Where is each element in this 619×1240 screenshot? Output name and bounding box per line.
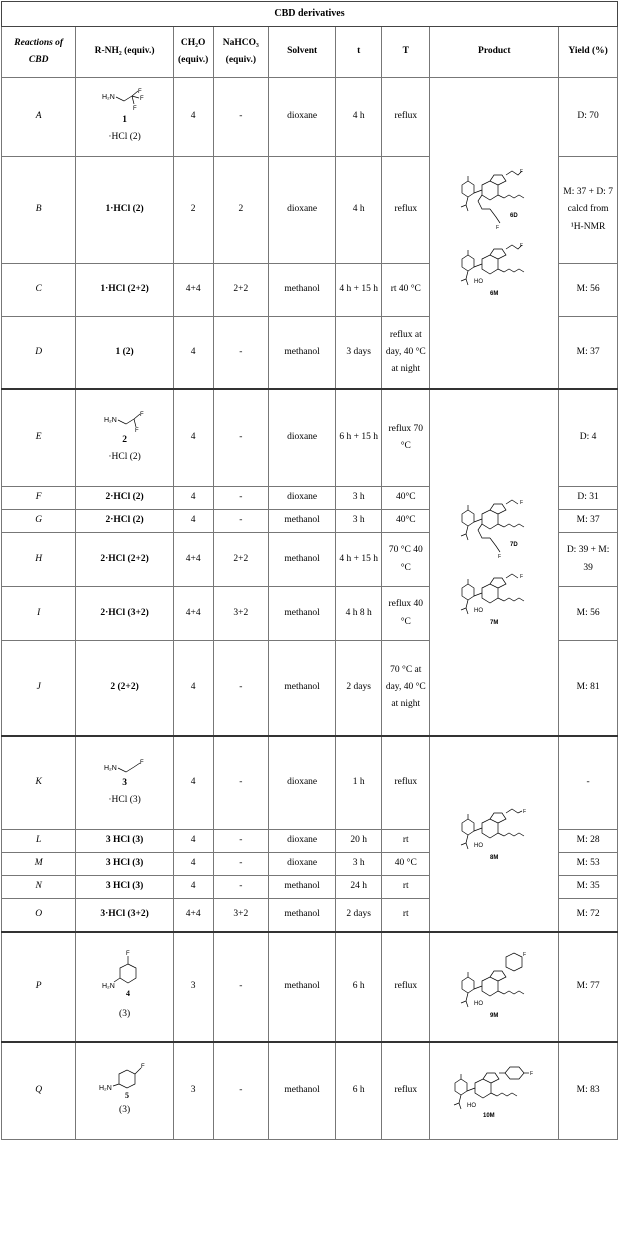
amine-number: 5 xyxy=(124,1091,129,1101)
svg-text:HO: HO xyxy=(474,608,484,614)
ch2o-value: 4 xyxy=(173,853,213,876)
time-value: 3 h xyxy=(336,487,382,510)
time-value: 24 h xyxy=(336,876,382,899)
ch2o-value: 4+4 xyxy=(173,587,213,641)
product-label: 8M xyxy=(490,854,499,861)
svg-text:F: F xyxy=(520,500,524,506)
ch2o-value: 4+4 xyxy=(173,533,213,587)
time-value: 6 h + 15 h xyxy=(336,389,382,487)
table-row xyxy=(2,389,618,487)
difluoroethylamine-structure xyxy=(102,410,148,432)
svg-text:HO: HO xyxy=(474,1000,484,1007)
product-cell-8 xyxy=(430,736,559,932)
table-row xyxy=(2,1042,618,1140)
yield-value: M: 72 xyxy=(559,899,618,932)
amine-value: 1 (2) xyxy=(76,317,173,389)
yield-value: D: 4 xyxy=(559,389,618,487)
reaction-id: L xyxy=(2,830,76,853)
nahco3-value: - xyxy=(213,487,269,510)
yield-value: - xyxy=(559,736,618,830)
svg-text:HO: HO xyxy=(467,1102,477,1109)
amine-value: 3 HCl (3) xyxy=(76,830,173,853)
solvent-value: methanol xyxy=(269,932,336,1042)
svg-text:F: F xyxy=(140,1064,145,1071)
solvent-value: methanol xyxy=(269,510,336,533)
col-header-nahco3: NaHCO₃ (equiv.) xyxy=(213,27,269,78)
svg-text:F: F xyxy=(132,105,137,112)
table-row xyxy=(2,932,618,1042)
ch2o-value: 4 xyxy=(173,830,213,853)
time-value: 6 h xyxy=(336,932,382,1042)
svg-text:F: F xyxy=(125,950,130,957)
nahco3-value: - xyxy=(213,317,269,389)
time-value: 6 h xyxy=(336,1042,382,1140)
temperature-value: rt xyxy=(382,876,430,899)
time-value: 20 h xyxy=(336,830,382,853)
amine-cell xyxy=(76,736,173,830)
amine-cell xyxy=(76,78,173,157)
solvent-value: dioxane xyxy=(269,830,336,853)
temperature-value: 70 °C 40 °C xyxy=(382,533,430,587)
svg-text:F: F xyxy=(137,88,142,95)
amine-cell xyxy=(76,1042,173,1140)
yield-value: M: 53 xyxy=(559,853,618,876)
time-value: 2 days xyxy=(336,641,382,736)
col-header-ch2o: CH₂O (equiv.) xyxy=(173,27,213,78)
product-cell-9 xyxy=(430,932,559,1042)
nahco3-value: - xyxy=(213,876,269,899)
reaction-id: M xyxy=(2,853,76,876)
temperature-value: 40 °C xyxy=(382,853,430,876)
svg-text:HO: HO xyxy=(474,278,484,285)
amine-salt: (3) xyxy=(119,1008,131,1019)
solvent-value: dioxane xyxy=(269,78,336,157)
amine-value: 3·HCl (3+2) xyxy=(76,899,173,932)
reaction-id: Q xyxy=(2,1042,76,1140)
solvent-value: dioxane xyxy=(269,157,336,264)
reaction-id: G xyxy=(2,510,76,533)
svg-text:F: F xyxy=(139,95,144,102)
ch2o-value: 4 xyxy=(173,876,213,899)
3-fluoroaniline-structure xyxy=(102,950,148,1006)
product-label: 6M xyxy=(490,290,499,297)
amine-number: 4 xyxy=(125,988,130,998)
product-label: 10M xyxy=(483,1112,495,1119)
reaction-id: H xyxy=(2,533,76,587)
svg-text:H₂N: H₂N xyxy=(101,982,115,990)
amine-salt: ·HCl (2) xyxy=(108,451,141,462)
col-header-product: Product xyxy=(430,27,559,78)
temperature-value: rt xyxy=(382,830,430,853)
ch2o-value: 4 xyxy=(173,736,213,830)
ch2o-value: 3 xyxy=(173,1042,213,1140)
solvent-value: methanol xyxy=(269,876,336,899)
svg-text:F: F xyxy=(520,168,524,175)
temperature-value: reflux xyxy=(382,1042,430,1140)
reaction-id: O xyxy=(2,899,76,932)
4-fluoroaniline-structure xyxy=(99,1062,151,1102)
amine-value: 2 (2+2) xyxy=(76,641,173,736)
product-10M-structure xyxy=(439,1061,549,1121)
yield-value: M: 28 xyxy=(559,830,618,853)
ch2o-value: 4 xyxy=(173,641,213,736)
yield-value: M: 83 xyxy=(559,1042,618,1140)
temperature-value: reflux xyxy=(382,157,430,264)
solvent-value: methanol xyxy=(269,587,336,641)
ch2o-value: 4 xyxy=(173,78,213,157)
amine-value: 1·HCl (2+2) xyxy=(76,264,173,317)
svg-text:F: F xyxy=(498,554,502,560)
amine-cell xyxy=(76,389,173,487)
yield-value: M: 56 xyxy=(559,587,618,641)
reaction-id: C xyxy=(2,264,76,317)
amine-salt: ·HCl (3) xyxy=(108,794,141,805)
yield-value: D: 31 xyxy=(559,487,618,510)
reaction-id: P xyxy=(2,932,76,1042)
amine-number: 3 xyxy=(122,777,127,788)
temperature-value: rt xyxy=(382,899,430,932)
yield-value: M: 56 xyxy=(559,264,618,317)
reaction-id: A xyxy=(2,78,76,157)
solvent-value: dioxane xyxy=(269,389,336,487)
product-cell-10 xyxy=(430,1042,559,1140)
nahco3-value: - xyxy=(213,641,269,736)
nahco3-value: - xyxy=(213,1042,269,1140)
time-value: 4 h xyxy=(336,157,382,264)
product-label: 7D xyxy=(510,542,518,548)
temperature-value: 40°C xyxy=(382,510,430,533)
table-row xyxy=(2,736,618,830)
nahco3-value: 3+2 xyxy=(213,587,269,641)
product-7M-structure xyxy=(446,568,542,630)
amine-number: 2 xyxy=(122,434,127,445)
reaction-id: K xyxy=(2,736,76,830)
nahco3-value: 2+2 xyxy=(213,264,269,317)
time-value: 4 h + 15 h xyxy=(336,533,382,587)
temperature-value: reflux xyxy=(382,932,430,1042)
svg-text:F: F xyxy=(523,808,527,815)
temperature-value: rt 40 °C xyxy=(382,264,430,317)
nahco3-value: 2 xyxy=(213,157,269,264)
product-7D-structure xyxy=(446,494,542,566)
amine-number: 1 xyxy=(122,114,127,125)
temperature-value: reflux 40 °C xyxy=(382,587,430,641)
col-header-solvent: Solvent xyxy=(269,27,336,78)
yield-value: D: 39 + M: 39 xyxy=(559,533,618,587)
yield-value: M: 37 xyxy=(559,510,618,533)
product-6M-structure xyxy=(446,239,542,301)
nahco3-value: - xyxy=(213,78,269,157)
temperature-value: reflux at day, 40 °C at night xyxy=(382,317,430,389)
time-value: 3 h xyxy=(336,510,382,533)
reaction-id: B xyxy=(2,157,76,264)
col-header-reactions: Reactions of CBD xyxy=(2,27,76,78)
col-header-amine: R-NH₂ (equiv.) xyxy=(76,27,173,78)
time-value: 4 h xyxy=(336,78,382,157)
table-title: CBD derivatives xyxy=(2,2,618,27)
solvent-value: methanol xyxy=(269,641,336,736)
trifluoroethylamine-structure xyxy=(100,88,150,112)
svg-text:F: F xyxy=(530,1070,534,1077)
yield-value: M: 77 xyxy=(559,932,618,1042)
ch2o-value: 4 xyxy=(173,317,213,389)
temperature-value: reflux xyxy=(382,736,430,830)
product-cell-7 xyxy=(430,389,559,736)
svg-text:H₂N: H₂N xyxy=(103,416,117,424)
time-value: 2 days xyxy=(336,899,382,932)
temperature-value: 40°C xyxy=(382,487,430,510)
amine-salt: ·HCl (2) xyxy=(108,132,141,142)
reaction-id: E xyxy=(2,389,76,487)
amine-salt: (3) xyxy=(119,1105,131,1116)
ch2o-value: 4+4 xyxy=(173,264,213,317)
solvent-value: dioxane xyxy=(269,487,336,510)
solvent-value: dioxane xyxy=(269,736,336,830)
ch2o-value: 2 xyxy=(173,157,213,264)
yield-value: M: 81 xyxy=(559,641,618,736)
reaction-id: F xyxy=(2,487,76,510)
ch2o-value: 4 xyxy=(173,487,213,510)
svg-text:F: F xyxy=(139,759,144,766)
product-cell-6 xyxy=(430,78,559,389)
reaction-id: I xyxy=(2,587,76,641)
yield-value: M: 37 xyxy=(559,317,618,389)
svg-text:H₂N: H₂N xyxy=(98,1085,112,1093)
nahco3-value: - xyxy=(213,853,269,876)
nahco3-value: - xyxy=(213,389,269,487)
svg-text:HO: HO xyxy=(474,842,484,849)
amine-value: 3 HCl (3) xyxy=(76,876,173,899)
svg-text:F: F xyxy=(520,242,524,249)
ch2o-value: 4 xyxy=(173,510,213,533)
amine-cell xyxy=(76,932,173,1042)
reaction-id: J xyxy=(2,641,76,736)
nahco3-value: - xyxy=(213,830,269,853)
product-6D-structure xyxy=(446,165,542,237)
nahco3-value: - xyxy=(213,932,269,1042)
yield-value: M: 37 + D: 7 calcd from ¹H-NMR xyxy=(559,157,618,264)
amine-value: 2·HCl (2) xyxy=(76,510,173,533)
product-label: 7M xyxy=(490,620,499,626)
amine-value: 1·HCl (2) xyxy=(76,157,173,264)
temperature-value: reflux xyxy=(382,78,430,157)
header-row xyxy=(2,27,618,78)
solvent-value: methanol xyxy=(269,1042,336,1140)
amine-value: 2·HCl (3+2) xyxy=(76,587,173,641)
cbd-derivatives-table xyxy=(1,1,618,1140)
product-8M-structure xyxy=(446,803,542,865)
reaction-id: D xyxy=(2,317,76,389)
nahco3-value: 3+2 xyxy=(213,899,269,932)
product-label: 9M xyxy=(490,1012,499,1019)
time-value: 1 h xyxy=(336,736,382,830)
nahco3-value: 2+2 xyxy=(213,533,269,587)
ch2o-value: 3 xyxy=(173,932,213,1042)
temperature-value: 70 °C at day, 40 °C at night xyxy=(382,641,430,736)
nahco3-value: - xyxy=(213,736,269,830)
svg-text:F: F xyxy=(139,411,144,418)
time-value: 4 h + 15 h xyxy=(336,264,382,317)
col-header-time: t xyxy=(336,27,382,78)
solvent-value: methanol xyxy=(269,317,336,389)
amine-value: 2·HCl (2+2) xyxy=(76,533,173,587)
svg-text:F: F xyxy=(523,951,527,958)
fluoroethylamine-structure xyxy=(102,757,148,775)
col-header-temperature: T xyxy=(382,27,430,78)
solvent-value: methanol xyxy=(269,264,336,317)
solvent-value: methanol xyxy=(269,533,336,587)
amine-value: 3 HCl (3) xyxy=(76,853,173,876)
time-value: 4 h 8 h xyxy=(336,587,382,641)
ch2o-value: 4+4 xyxy=(173,899,213,932)
table-row xyxy=(2,78,618,157)
product-label: 6D xyxy=(510,212,518,219)
temperature-value: reflux 70 °C xyxy=(382,389,430,487)
svg-text:H₂N: H₂N xyxy=(101,93,115,101)
nahco3-value: - xyxy=(213,510,269,533)
product-9M-structure xyxy=(446,951,542,1023)
svg-text:F: F xyxy=(520,574,524,580)
reaction-id: N xyxy=(2,876,76,899)
svg-text:F: F xyxy=(134,427,139,432)
solvent-value: dioxane xyxy=(269,853,336,876)
time-value: 3 days xyxy=(336,317,382,389)
svg-text:F: F xyxy=(496,224,500,231)
yield-value: D: 70 xyxy=(559,78,618,157)
time-value: 3 h xyxy=(336,853,382,876)
yield-value: M: 35 xyxy=(559,876,618,899)
ch2o-value: 4 xyxy=(173,389,213,487)
amine-value: 2·HCl (2) xyxy=(76,487,173,510)
col-header-yield: Yield (%) xyxy=(559,27,618,78)
svg-text:H₂N: H₂N xyxy=(103,764,117,772)
solvent-value: methanol xyxy=(269,899,336,932)
